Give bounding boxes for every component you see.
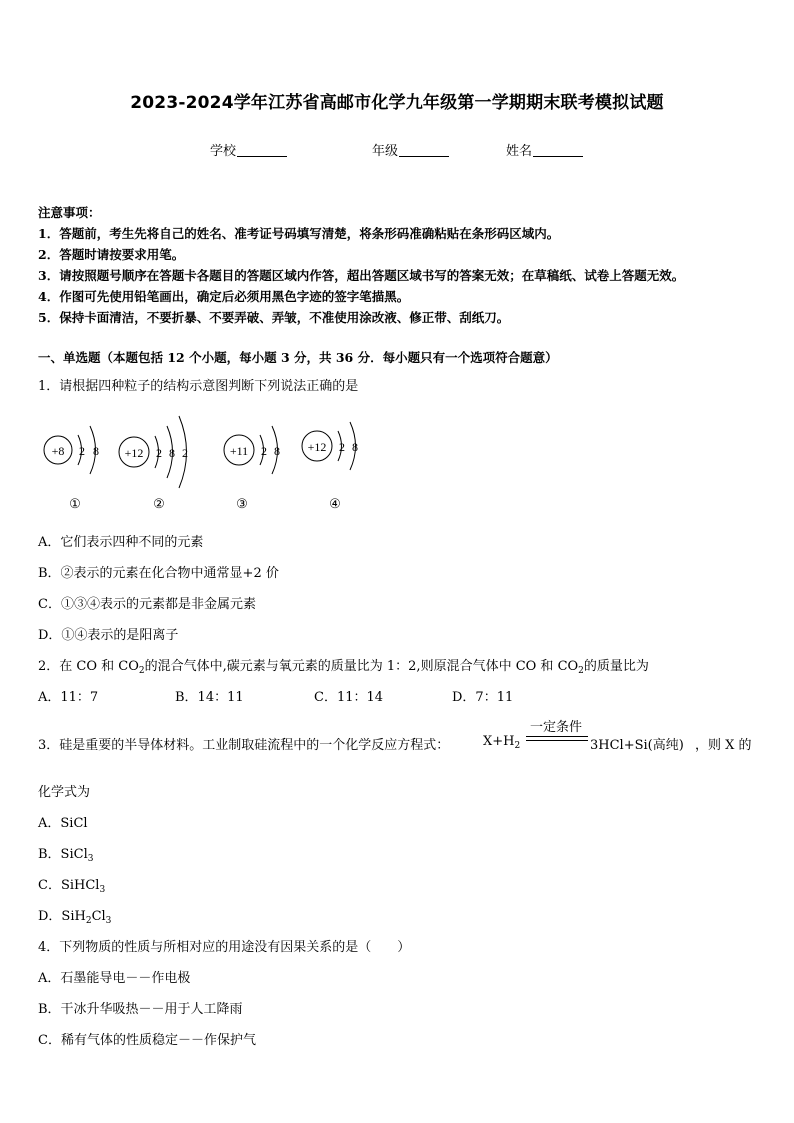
nucleus-label: +8	[51, 444, 65, 458]
q4-option-c[interactable]: C．稀有气体的性质稳定－－作保护气	[38, 1033, 256, 1048]
diagram-label: ④	[329, 496, 341, 511]
diagram-label: ①	[69, 496, 81, 511]
notice-item: 5．保持卡面清洁，不要折暴、不要弄破、弄皱，不准使用涂改液、修正带、刮纸刀。	[38, 310, 510, 325]
q2-option-d[interactable]: D．7：11	[452, 690, 514, 705]
q1-option-a[interactable]: A．它们表示四种不同的元素	[38, 535, 204, 550]
reaction-arrow	[526, 736, 588, 741]
q3-option-d[interactable]: D．$SiH_2Cl_3$	[38, 909, 112, 926]
grade-blank[interactable]	[399, 143, 449, 157]
diagram-1	[44, 426, 99, 511]
q2-option-a[interactable]: A．11：7	[38, 690, 99, 705]
notice-item: 1．答题前，考生先将自己的姓名、准考证号码填写清楚，将条形码准确粘贴在条形码区域内。	[38, 226, 560, 241]
section-heading: 一、单选题（本题包括 12 个小题，每小题 3 分，共 36 分．每小题只有一个选项符合题意）	[38, 350, 558, 365]
shell-electrons: 2	[339, 440, 345, 454]
q3-stem-cont: 化学式为	[38, 785, 91, 800]
name-blank[interactable]	[533, 143, 583, 157]
q3-stem: 3．硅是重要的半导体材料。工业制取硅流程中的一个化学反应方程式：	[38, 738, 450, 753]
name-label: 姓名	[506, 144, 533, 159]
q2-option-b[interactable]: B．14：11	[175, 690, 244, 705]
q4-stem: 4．下列物质的性质与所相对应的用途没有因果关系的是（ ）	[38, 940, 411, 955]
nucleus-label: +11	[229, 444, 249, 458]
q2-stem: 2．在 CO 和 $CO_2$的混合气体中,碳元素与氧元素的质量比为 1：2,则原混合气体中 CO 和 $CO_2$的质量比为	[38, 659, 649, 676]
diagram-4	[302, 422, 358, 511]
shell-electrons: 2	[182, 446, 188, 460]
q3-option-c[interactable]: C．SiHCl$_3$	[38, 878, 106, 895]
diagram-label: ③	[236, 496, 248, 511]
q4-option-a[interactable]: A．石墨能导电－－作电极	[38, 971, 191, 986]
q1-option-b[interactable]: B．②表示的元素在化合物中通常显+2 价	[38, 566, 279, 581]
grade-label: 年级	[372, 144, 399, 159]
notice-item: 4．作图可先使用铅笔画出，确定后必须用黑色字迹的签字笔描黑。	[38, 289, 410, 304]
school-label: 学校	[210, 144, 237, 159]
q3-stem-tail: ，则 X 的	[695, 738, 752, 753]
shell-electrons: 8	[274, 444, 280, 458]
grade-field[interactable]	[372, 140, 449, 159]
diagram-2	[119, 416, 188, 511]
q1-option-c[interactable]: C．①③④表示的元素都是非金属元素	[38, 597, 256, 612]
shell-electrons: 8	[352, 440, 358, 454]
shell-electrons: 2	[156, 446, 162, 460]
q1-stem: 1．请根据四种粒子的结构示意图判断下列说法正确的是	[38, 379, 359, 394]
name-field[interactable]	[506, 140, 583, 159]
shell-electrons: 2	[79, 444, 85, 458]
shell-electrons: 2	[261, 444, 267, 458]
notice-item: 3．请按照题号顺序在答题卡各题目的答题区域内作答，超出答题区域书写的答案无效；在草稿纸、试卷上答题无效。	[38, 268, 685, 283]
q3-option-b[interactable]: B．SiCl$_3$	[38, 847, 94, 864]
q3-equation-left: $X+H_2$	[483, 734, 521, 751]
notice-heading: 注意事项：	[38, 205, 101, 220]
q4-option-b[interactable]: B．干冰升华吸热－－用于人工降雨	[38, 1002, 243, 1017]
shell-electrons: 8	[169, 446, 175, 460]
shell-electrons: 8	[93, 444, 99, 458]
nucleus-label: +12	[307, 440, 327, 454]
diagram-3	[224, 426, 280, 511]
school-blank[interactable]	[237, 143, 287, 157]
q2-option-c[interactable]: C．11：14	[314, 690, 384, 705]
atomic-structure-diagrams	[38, 400, 378, 520]
page-title: 2023-2024学年江苏省高邮市化学九年级第一学期期末联考模拟试题	[130, 93, 664, 113]
q1-option-d[interactable]: D．①④表示的是阳离子	[38, 628, 179, 643]
nucleus-label: +12	[124, 446, 144, 460]
school-field[interactable]	[210, 140, 287, 159]
q3-condition: 一定条件	[529, 720, 582, 735]
q3-equation-right: 3HCl+Si(高纯)	[590, 738, 684, 753]
diagram-label: ②	[153, 496, 165, 511]
q3-option-a[interactable]: A．SiCl	[38, 816, 88, 831]
notice-item: 2．答题时请按要求用笔。	[38, 247, 185, 262]
